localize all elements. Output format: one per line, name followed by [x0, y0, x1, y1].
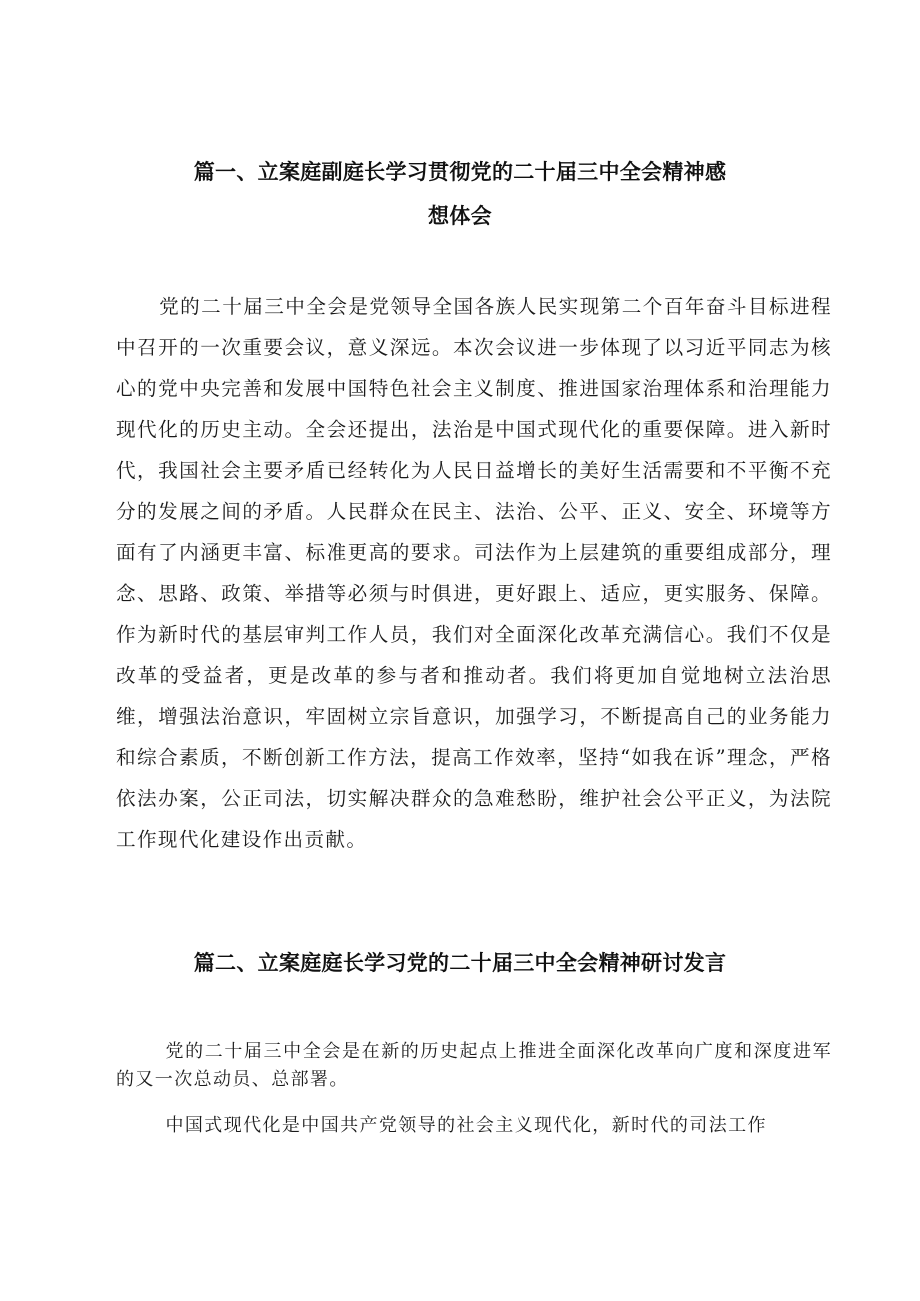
section2-body: [116, 1038, 832, 1140]
section2-paragraph-2: 中国式现代化是中国共产党领导的社会主义现代化，新时代的司法工作: [165, 1115, 767, 1136]
section1-body: [116, 286, 832, 860]
section1-title-line2: 想体会: [428, 204, 492, 228]
section1-paragraph: 党的二十届三中全会是党领导全国各族人民实现第二个百年奋斗目标进程中召开的一次重要会议，意义深远。本次会议进一步体现了以习近平同志为核心的党中央完善和发展中国特色社会主义制度、推进国家治理体系和治理能力现代化的历史主动。全会还提出，法治是中国式现代化的重要保障。进入新时代，我国社会主要矛盾已经转化为人民日益增长的美好生活需要和不平衡不充分的发展之间的矛盾。人民群众在民主、法治、公平、正义、安全、环境等方面有了内涵更丰富、标准更高的要求。司法作为上层建筑的重要组成部分，理念、思路、政策、举措等必须与时俱进，更好跟上、适应，更实服务、保障。作为新时代的基层审判工作人员，我们对全面深化改革充满信心。我们不仅是改革的受益者，更是改革的参与者和推动者。我们将更加自觉地树立法治思维，增强法治意识，牢固树立宗旨意识，加强学习，不断提高自己的业务能力和综合素质，不断创新工作方法，提高工作效率，坚持“如我在诉”理念，严格依法办案，公正司法，切实解决群众的急难愁盼，维护社会公平正义，为法院工作现代化建设作出贡献。: [116, 295, 832, 851]
section2-title: 篇二、立案庭庭长学习党的二十届三中全会精神研讨发言: [193, 951, 727, 975]
section1-title-line1: 篇一、立案庭副庭长学习贯彻党的二十届三中全会精神感: [193, 160, 727, 184]
section2-paragraph-1: 党的二十届三中全会是在新的历史起点上推进全面深化改革向广度和深度进军的又一次总动员、总部署。: [116, 1041, 832, 1090]
